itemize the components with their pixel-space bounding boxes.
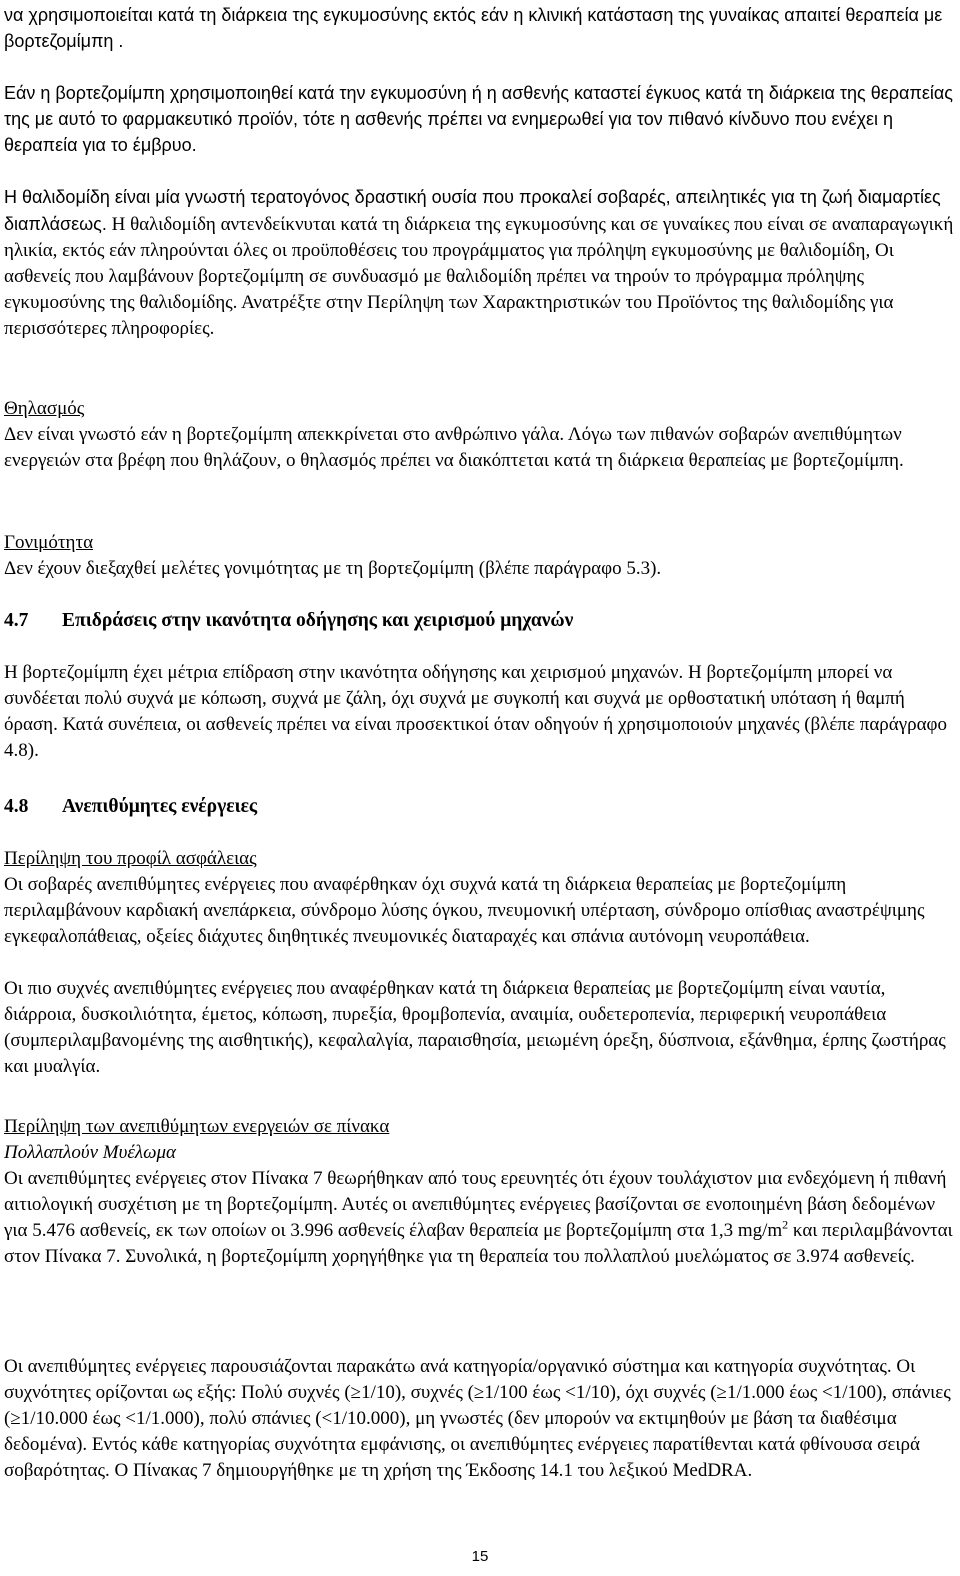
section-4-7-text: Η βορτεζομίμπη έχει μέτρια επίδραση στην ικανότητα οδήγησης και χειρισμού μηχανών. Η βορτεζομίμπη μπορεί να συνδέεται πολύ συχνά με κόπωση, συχνά με ζάλη, όχι συχνά με συγκοπή και συχνά με ορθοστατική υπόταση ή θαμπή όραση. Κατά συνέπεια, οι ασθενείς πρέπει να είναι προσεκτικοί όταν οδηγούν ή χρησιμοποιούν μηχανές (βλέπε παράγραφο 4.8). <box>4 662 948 761</box>
safety-profile-heading: Περίληψη του προφίλ ασφάλειας <box>4 848 257 869</box>
safety-profile-text-2: Οι πιο συχνές ανεπιθύμητες ενέργειες που αναφέρθηκαν κατά τη διάρκεια θεραπείας με βορτεζομίμπη είναι ναυτία, διάρροια, δυσκοιλιότητα, έμετος, κόπωση, πυρεξία, θρομβοπενία, αναιμία, ουδετεροπενία, περιφερική νευροπάθεια (συμπεριλαμβανομένης της αισθητικής), κεφαλαλγία, παραισθησία, μειωμένη όρεξη, δύσπνοια, εξάνθημα, έρπης ζωστήρας και μυαλγία. <box>4 978 946 1077</box>
breastfeeding-heading: Θηλασμός <box>4 398 85 419</box>
superscript-two: 2 <box>782 1217 789 1232</box>
fertility-heading: Γονιμότητα <box>4 532 94 553</box>
section-4-8-heading <box>4 794 257 820</box>
breastfeeding-text: Δεν είναι γνωστό εάν η βορτεζομίμπη απεκκρίνεται στο ανθρώπινο γάλα. Λόγω των πιθανών σοβαρών ανεπιθύμητων ενεργειών στα βρέφη που θηλάζουν, ο θηλασμός πρέπει να διακόπτεται κατά τη διάρκεια θεραπείας με βορτεζομίμπη. <box>4 424 904 471</box>
section-number: 4.7 <box>4 610 29 631</box>
section-title: Επιδράσεις στην ικανότητα οδήγησης και χειρισμού μηχανών <box>62 610 574 631</box>
section-title: Ανεπιθύμητες ενέργειες <box>62 796 258 817</box>
tabulated-summary-heading: Περίληψη των ανεπιθύμητων ενεργειών σε πίνακα <box>4 1116 390 1137</box>
section-number: 4.8 <box>4 796 29 817</box>
frequency-categories-text: Οι ανεπιθύμητες ενέργειες παρουσιάζονται παρακάτω ανά κατηγορία/οργανικό σύστημα και κατηγορία συχνότητας. Οι συχνότητες ορίζονται ως εξής: Πολύ συχνές (≥1/10), συχνές (≥1/100 έως <1/10), όχι συχνές (≥1/1.000 έως <1/100), σπάνιες (≥1/10.000 έως <1/1.000), πολύ σπάνιες (<1/10.000), μη γνωστές (δεν μπορούν να εκτιμηθούν με βάση τα διαθέσιμα δεδομένα). Εντός κάθε κατηγορίας συχνότητα εμφάνισης, οι ανεπιθύμητες ενέργειες παρατίθενται κατά φθίνουσα σειρά σοβαρότητας. Ο Πίνακας 7 δημιουργήθηκε με τη χρήση της Έκδοσης 14.1 του λεξικού MedDRA. <box>4 1356 951 1481</box>
pregnancy-paragraph-2: Εάν η βορτεζομίμπη χρησιμοποιηθεί κατά την εγκυμοσύνη ή η ασθενής καταστεί έγκυος κατά τη διάρκεια της θεραπείας της με αυτό το φαρμακευτικό προϊόν, τότε η ασθενής πρέπει να ενημερωθεί για τον πιθανό κίνδυνο που ενέχει η θεραπεία για το έμβρυο. <box>4 83 953 155</box>
thalidomide-sentence-serif: Η θαλιδομίδη αντενδείκνυται κατά τη διάρκεια της εγκυμοσύνης και σε γυναίκες που είναι σε αναπαραγωγική ηλικία, εκτός εάν πληρούνται όλες οι προϋποθέσεις του προγράμματος για πρόληψη εγκυμοσύνης με θαλιδομίδη, Οι ασθενείς που λαμβάνουν βορτεζομίμπη σε συνδυασμό με θαλιδομίδη πρέπει να τηρούν το πρόγραμμα πρόληψης εγκυμοσύνης της θαλιδομίδης. Ανατρέξτε στην Περίληψη των Χαρακτηριστικών του Προϊόντος της θαλιδομίδης για περισσότερες πληροφορίες. <box>4 214 954 339</box>
fertility-text: Δεν έχουν διεξαχθεί μελέτες γονιμότητας με τη βορτεζομίμπη (βλέπε παράγραφο 5.3). <box>4 558 662 579</box>
multiple-myeloma-heading: Πολλαπλούν Μυέλωμα <box>4 1142 176 1163</box>
pregnancy-paragraph-1: να χρησιμοποιείται κατά τη διάρκεια της εγκυμοσύνης εκτός εάν η κλινική κατάσταση της γυναίκας απαιτεί θεραπεία με βορτεζομίμπη . <box>4 5 943 51</box>
section-4-7-heading <box>4 608 573 634</box>
thalidomide-paragraph <box>4 184 956 342</box>
multiple-myeloma-text: Οι ανεπιθύμητες ενέργειες στον Πίνακα 7 θεωρήθηκαν από τους ερευνητές ότι έχουν τουλάχιστον μια ενδεχόμενη ή πιθανή αιτιολογική συσχέτιση με τη βορτεζομίμπη. Αυτές οι ανεπιθύμητες ενέργειες βασίζονται σε ενοποιημένη βάση δεδομένων για 5.476 ασθενείς, εκ των οποίων οι 3.996 ασθενείς έλαβαν θεραπεία με βορτεζομίμπη στα 1,3 $mg/m^2$ και περιλαμβάνονται στον Πίνακα 7. Συνολικά, η βορτεζομίμπη χορηγήθηκε για τη θεραπεία του πολλαπλού μυελώματος σε 3.974 ασθενείς. <box>4 1168 953 1267</box>
safety-profile-text-1: Οι σοβαρές ανεπιθύμητες ενέργειες που αναφέρθηκαν όχι συχνά κατά τη διάρκεια θεραπείας με βορτεζομίμπη περιλαμβάνουν καρδιακή ανεπάρκεια, σύνδρομο λύσης όγκου, πνευμονική υπέρταση, σύνδρομο οπίσθιας αναστρέψιμης εγκεφαλοπάθειας, οξείες διάχυτες διηθητικές πνευμονικές διαταραχές και σπάνια αυτόνομη νευροπάθεια. <box>4 874 925 947</box>
thalidomide-sentence-sans: Η θαλιδομίδη είναι μία γνωστή τερατογόνος δραστική ουσία που προκαλεί σοβαρές, απειλητικές για τη ζωή διαμαρτίες διαπλάσεως. <box>4 187 941 234</box>
page-number: 15 <box>471 1548 489 1565</box>
